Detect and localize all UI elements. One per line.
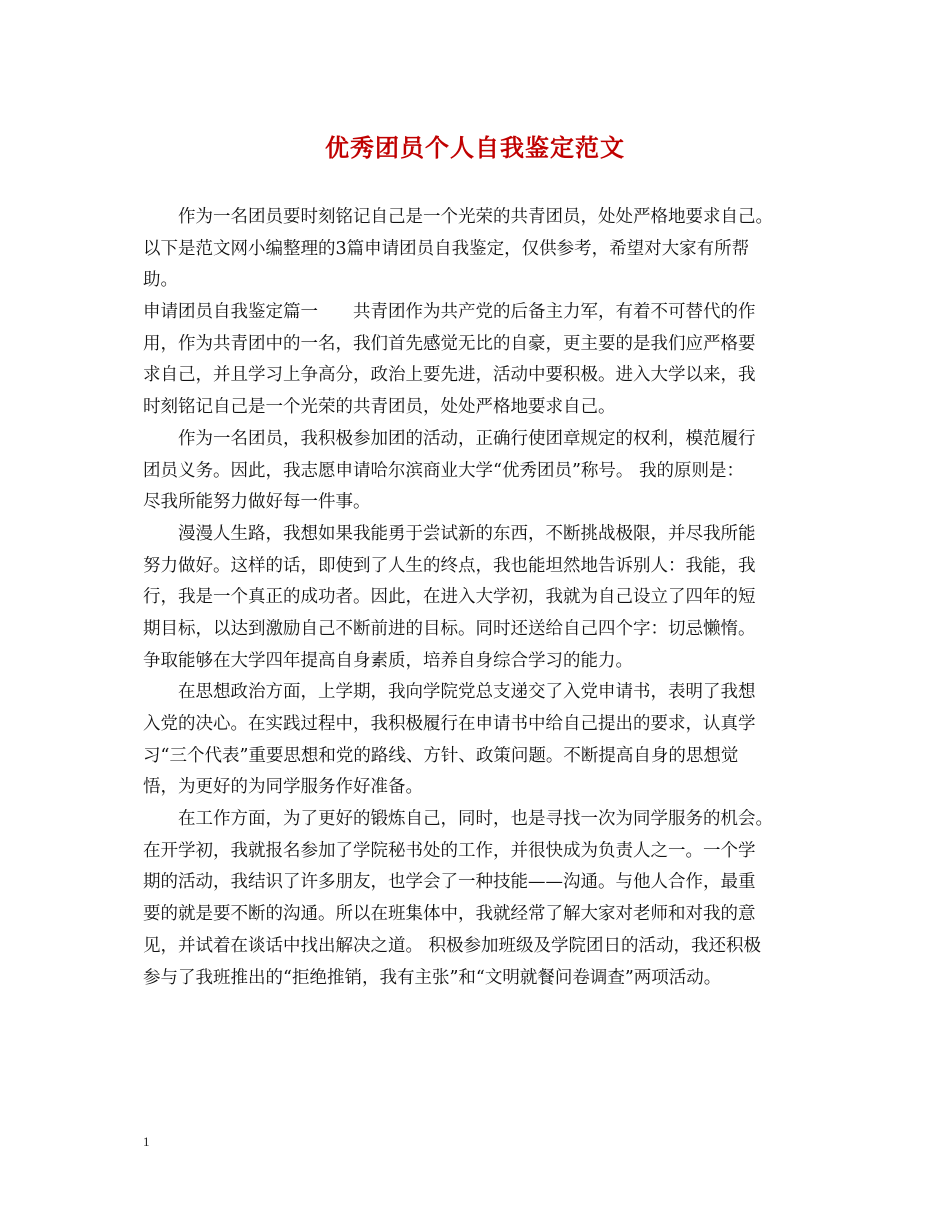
body-line: 见，并试着在谈话中找出解决之道。 积极参加班级及学院团日的活动，我还积极 [143, 935, 762, 956]
body-line: 作为一名团员，我积极参加团的活动，正确行使团章规定的权利，模范履行 [143, 428, 756, 449]
body-line: 参与了我班推出的“拒绝推销，我有主张”和“文明就餐问卷调查”两项活动。 [143, 967, 722, 988]
body-line: 以下是范文网小编整理的3篇申请团员自我鉴定，仅供参考，希望对大家有所帮 [143, 238, 750, 259]
body-line: 在开学初，我就报名参加了学院秘书处的工作，并很快成为负责人之一。一个学 [143, 840, 756, 861]
document-body [143, 202, 813, 994]
body-line: 用，作为共青团中的一名，我们首先感觉无比的自豪，更主要的是我们应严格要 [143, 333, 756, 354]
body-line: 要的就是要不断的沟通。所以在班集体中，我就经常了解大家对老师和对我的意 [143, 904, 756, 925]
body-line: 悟，为更好的为同学服务作好准备。 [143, 777, 423, 798]
body-line: 团员义务。因此，我志愿申请哈尔滨商业大学“优秀团员”称号。 我的原则是： [143, 460, 744, 481]
body-line: 在思想政治方面，上学期，我向学院党总支递交了入党申请书，表明了我想 [143, 682, 756, 703]
body-line: 努力做好。这样的话，即使到了人生的终点，我也能坦然地告诉别人：我能，我 [143, 555, 756, 576]
page-number: 1 [143, 1134, 150, 1149]
body-line: 争取能够在大学四年提高自身素质，培养自身综合学习的能力。 [143, 650, 633, 671]
body-line: 入党的决心。在实践过程中，我积极履行在申请书中给自己提出的要求，认真学 [143, 714, 756, 734]
body-line: 申请团员自我鉴定篇一 共青团作为共产党的后备主力军，有着不可替代的作 [143, 302, 756, 323]
body-line: 在工作方面，为了更好的锻炼自己，同时，也是寻找一次为同学服务的机会。 [143, 809, 773, 830]
body-line: 求自己，并且学习上争高分，政治上要先进，活动中要积极。进入大学以来，我 [143, 365, 756, 386]
body-line: 行，我是一个真正的成功者。因此，在进入大学初，我就为自己设立了四年的短 [143, 587, 756, 608]
body-line: 习“三个代表”重要思想和党的路线、方针、政策问题。不断提高自身的思想觉 [143, 745, 739, 766]
body-line: 尽我所能努力做好每一件事。 [143, 492, 371, 513]
body-line: 作为一名团员要时刻铭记自己是一个光荣的共青团员，处处严格地要求自己。 [143, 207, 773, 227]
body-line: 时刻铭记自己是一个光荣的共青团员，处处严格地要求自己。 [143, 397, 616, 418]
body-line: 期的活动，我结识了许多朋友，也学会了一种技能——沟通。与他人合作，最重 [143, 872, 756, 893]
body-line: 期目标，以达到激励自己不断前进的目标。同时还送给自己四个字：切忌懒惰。 [143, 618, 756, 639]
body-line: 助。 [143, 270, 178, 291]
body-line: 漫漫人生路，我想如果我能勇于尝试新的东西，不断挑战极限，并尽我所能 [143, 523, 756, 544]
document-title: 优秀团员个人自我鉴定范文 [325, 133, 625, 162]
